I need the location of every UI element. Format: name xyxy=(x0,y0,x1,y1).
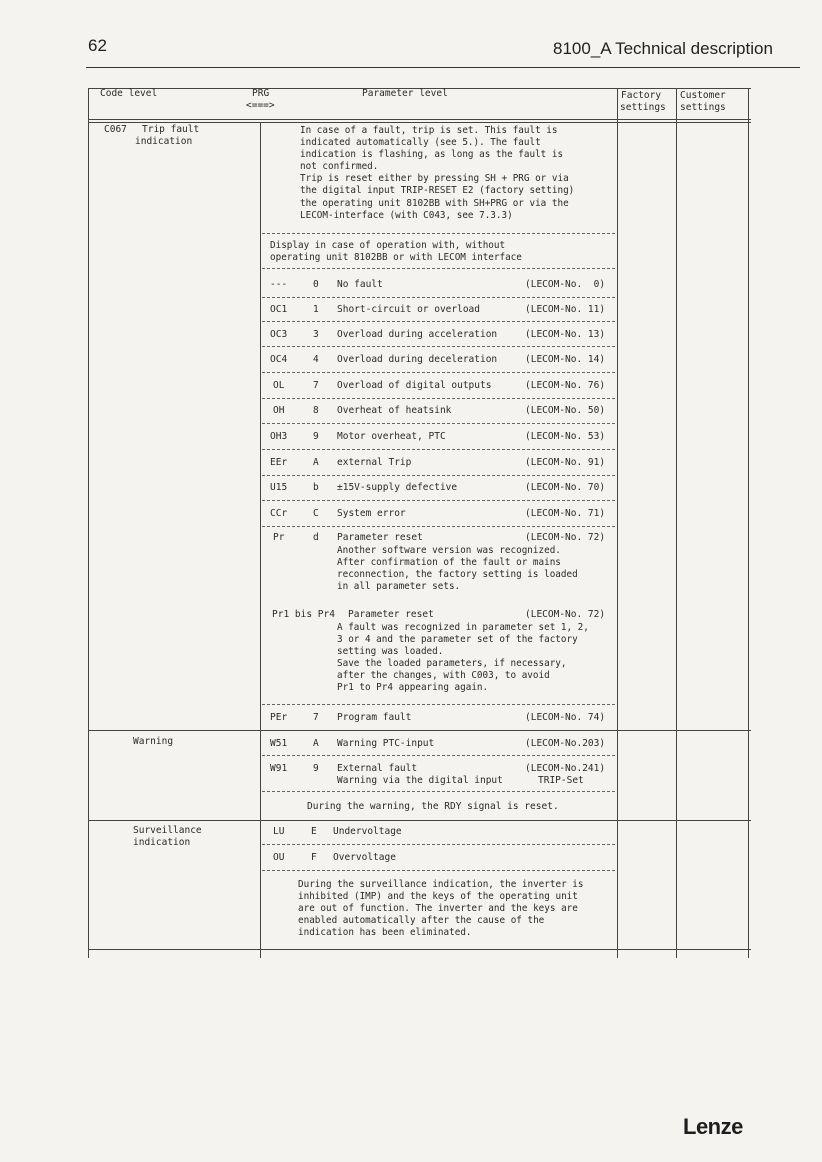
warning-code: W91 xyxy=(270,763,288,774)
pr1-note-line: 3 or 4 and the parameter set of the factory xyxy=(337,634,578,646)
fault-code: Pr1 bis Pr4 xyxy=(272,609,335,620)
fault-lecom: (LECOM-No. 11) xyxy=(525,304,606,315)
warning-note: Warning via the digital input xyxy=(337,775,503,786)
pr1-note-line: A fault was recognized in parameter set 1, 2, xyxy=(337,622,589,633)
intro-line: LECOM-interface (with C043, see 7.3.3) xyxy=(300,209,513,221)
col-header-customer: Customer xyxy=(680,90,726,101)
surveillance-notes xyxy=(298,879,583,939)
pr-note-line: After confirmation of the fault or mains xyxy=(337,557,561,569)
divider xyxy=(262,423,615,424)
fault-key: 8 xyxy=(313,405,319,416)
pr1-note-line: after the changes, with C003, to avoid xyxy=(337,670,550,682)
fault-key: 4 xyxy=(313,354,319,365)
fault-lecom: (LECOM-No. 71) xyxy=(525,508,606,519)
fault-code: OC4 xyxy=(270,354,288,365)
header-row-border-double xyxy=(88,122,751,123)
divider xyxy=(262,321,615,322)
pr-note-line: Another software version was recognized. xyxy=(337,545,561,556)
warning-desc: External fault xyxy=(337,763,418,774)
fault-desc: Overload during deceleration xyxy=(337,354,498,365)
code-label-2: indication xyxy=(135,136,193,147)
warning-note-trip-set: TRIP-Set xyxy=(538,775,584,786)
fault-code: OC3 xyxy=(270,329,288,340)
fault-key: b xyxy=(313,482,319,493)
divider xyxy=(262,844,615,845)
pr-notes xyxy=(337,545,578,593)
divider xyxy=(262,791,615,792)
divider xyxy=(262,449,615,450)
divider xyxy=(262,475,615,476)
intro-paragraph xyxy=(300,125,574,222)
divider xyxy=(262,755,615,756)
fault-desc: Overheat of heatsink xyxy=(337,405,452,416)
display-note xyxy=(270,240,522,264)
surveillance-desc: Overvoltage xyxy=(333,852,396,863)
page-header-title: 8100_A Technical description xyxy=(553,39,773,58)
surveillance-note-line: enabled automatically after the cause of the xyxy=(298,915,545,927)
intro-line: In case of a fault, trip is set. This fault is xyxy=(300,125,558,136)
fault-code: OC1 xyxy=(270,304,288,315)
fault-key: d xyxy=(313,532,319,543)
display-note-line: Display in case of operation with, without xyxy=(270,240,506,251)
fault-desc: No fault xyxy=(337,279,383,290)
fault-code: OH3 xyxy=(270,431,288,442)
surveillance-key: E xyxy=(311,826,317,837)
pr-note-line: reconnection, the factory setting is loaded xyxy=(337,569,578,581)
code-label: Trip fault xyxy=(142,124,200,135)
surveillance-label-2: indication xyxy=(133,837,191,848)
fault-desc: Short-circuit or overload xyxy=(337,304,480,315)
table-bottom-border xyxy=(88,949,751,950)
col-header-parameter-level: Parameter level xyxy=(362,88,448,99)
warning-lecom: (LECOM-No.241) xyxy=(525,763,606,774)
fault-code: EEr xyxy=(270,457,288,468)
fault-code: Pr xyxy=(273,532,285,543)
surveillance-code: OU xyxy=(273,852,285,863)
divider xyxy=(262,297,615,298)
col-header-prg-arrow: <===> xyxy=(246,100,275,111)
surveillance-label: Surveillance xyxy=(133,825,202,836)
pr1-note-line: Pr1 to Pr4 appearing again. xyxy=(337,682,489,694)
fault-lecom: (LECOM-No. 0) xyxy=(525,279,606,290)
header-row-border xyxy=(88,119,751,120)
surveillance-note-line: During the surveillance indication, the inverter is xyxy=(298,879,584,890)
col-header-factory: Factory xyxy=(621,90,662,101)
fault-desc: Overload during acceleration xyxy=(337,329,498,340)
warning-desc: Warning PTC-input xyxy=(337,738,435,749)
warning-key: A xyxy=(313,738,319,749)
fault-lecom: (LECOM-No. 72) xyxy=(525,532,606,543)
fault-code: OH xyxy=(273,405,285,416)
intro-line: Trip is reset either by pressing SH + PRG or via xyxy=(300,173,569,185)
divider xyxy=(262,526,615,527)
fault-lecom: (LECOM-No. 50) xyxy=(525,405,606,416)
col-header-customer-2: settings xyxy=(680,102,726,113)
fault-key: 3 xyxy=(313,329,319,340)
intro-line: the operating unit 8102BB with SH+PRG or via the xyxy=(300,197,569,209)
fault-lecom: (LECOM-No. 70) xyxy=(525,482,606,493)
fault-lecom: (LECOM-No. 13) xyxy=(525,329,606,340)
display-note-line: operating unit 8102BB or with LECOM interface xyxy=(270,252,522,264)
surveillance-note-line: are out of function. The inverter and the keys are xyxy=(298,903,578,915)
fault-lecom: (LECOM-No. 91) xyxy=(525,457,606,468)
fault-lecom: (LECOM-No. 74) xyxy=(525,712,606,723)
divider xyxy=(262,346,615,347)
col-header-factory-2: settings xyxy=(620,102,666,113)
fault-key: C xyxy=(313,508,319,519)
intro-line: not confirmed. xyxy=(300,161,379,173)
fault-desc: System error xyxy=(337,508,406,519)
surveillance-row-border xyxy=(88,820,751,821)
fault-desc: Overload of digital outputs xyxy=(337,380,492,391)
fault-key: 7 xyxy=(313,380,319,391)
fault-desc: Parameter reset xyxy=(337,532,423,543)
warning-key: 9 xyxy=(313,763,319,774)
col-border-factory xyxy=(676,88,677,958)
fault-key: 1 xyxy=(313,304,319,315)
intro-line: indicated automatically (see 5.). The fault xyxy=(300,137,541,149)
fault-key: A xyxy=(313,457,319,468)
col-border-code xyxy=(260,122,261,958)
surveillance-desc: Undervoltage xyxy=(333,826,402,837)
fault-desc: Motor overheat, PTC xyxy=(337,431,446,442)
fault-code: CCr xyxy=(270,508,288,519)
divider xyxy=(262,870,615,871)
fault-code: U15 xyxy=(270,482,288,493)
fault-key: 9 xyxy=(313,431,319,442)
col-border-left xyxy=(88,88,89,958)
col-header-code-level: Code level xyxy=(100,88,158,99)
fault-key: 0 xyxy=(313,279,319,290)
warning-label: Warning xyxy=(133,736,174,747)
fault-key: 7 xyxy=(313,712,319,723)
warning-footer: During the warning, the RDY signal is reset. xyxy=(307,801,559,812)
fault-lecom: (LECOM-No. 14) xyxy=(525,354,606,365)
fault-code: --- xyxy=(270,279,288,290)
fault-desc: Program fault xyxy=(337,712,412,723)
fault-code: PEr xyxy=(270,712,288,723)
divider xyxy=(262,398,615,399)
warning-code: W51 xyxy=(270,738,288,749)
fault-desc: ±15V-supply defective xyxy=(337,482,458,493)
fault-lecom: (LECOM-No. 53) xyxy=(525,431,606,442)
divider xyxy=(262,704,615,705)
surveillance-note-line: indication has been eliminated. xyxy=(298,927,472,939)
header-rule xyxy=(86,67,800,68)
col-header-prg: PRG xyxy=(252,88,270,99)
surveillance-note-line: inhibited (IMP) and the keys of the operating unit xyxy=(298,891,578,903)
fault-lecom: (LECOM-No. 72) xyxy=(525,609,606,620)
intro-line: indication is flashing, as long as the fault is xyxy=(300,149,564,161)
pr1-notes xyxy=(337,622,589,695)
page-number: 62 xyxy=(88,36,107,55)
lenze-logo: Lenze xyxy=(683,1114,743,1139)
intro-line: the digital input TRIP-RESET E2 (factory setting) xyxy=(300,185,575,197)
surveillance-code: LU xyxy=(273,826,285,837)
col-border-param xyxy=(617,88,618,958)
warning-lecom: (LECOM-No.203) xyxy=(525,738,606,749)
code-id: C067 xyxy=(104,124,127,135)
divider xyxy=(262,233,615,234)
surveillance-key: F xyxy=(311,852,317,863)
divider xyxy=(262,372,615,373)
pr1-note-line: Save the loaded parameters, if necessary, xyxy=(337,658,567,670)
col-border-customer xyxy=(748,88,749,958)
fault-desc: external Trip xyxy=(337,457,412,468)
warning-row-border xyxy=(88,730,751,731)
divider xyxy=(262,500,615,501)
divider xyxy=(262,268,615,269)
fault-lecom: (LECOM-No. 76) xyxy=(525,380,606,391)
pr1-note-line: setting was loaded. xyxy=(337,646,444,658)
fault-code: OL xyxy=(273,380,285,391)
fault-desc: Parameter reset xyxy=(348,609,434,620)
pr-note-line: in all parameter sets. xyxy=(337,581,461,593)
